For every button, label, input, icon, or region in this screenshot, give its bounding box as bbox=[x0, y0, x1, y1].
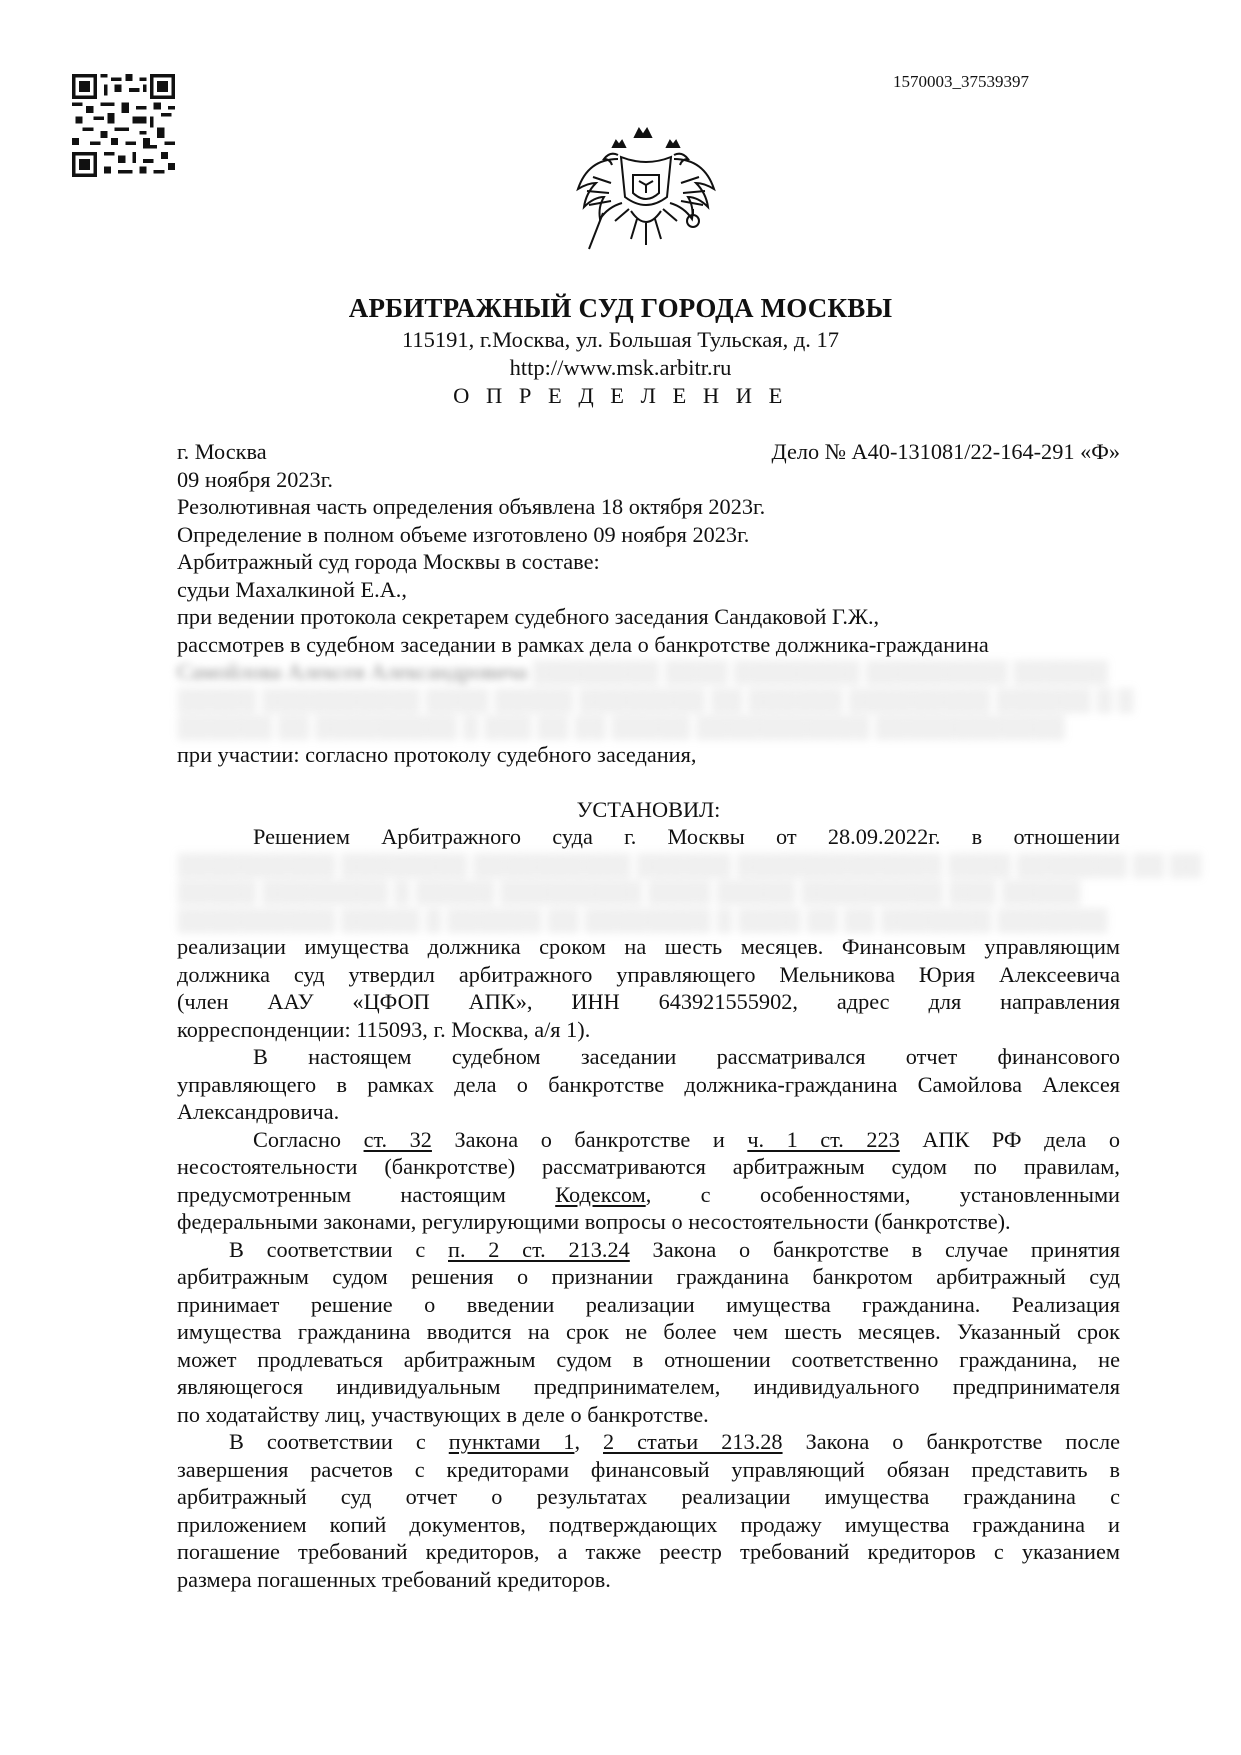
law-link[interactable]: п. 2 ст. 213.24 bbox=[448, 1236, 630, 1262]
paragraph-line: принимает решение о введении реализации имущества гражданина. Реализация bbox=[177, 1291, 1120, 1317]
court-address: 115191, г.Москва, ул. Большая Тульская, д. 17 bbox=[401, 327, 840, 352]
redacted-block: ░░░░░░░░░░ ░░░░░ ░ ░░░░░░ ░░ ░░░░░░░░ ░ ░░░░ ░░ ░░ ░░░░░░░ ░░░░░░░ bbox=[177, 906, 1108, 932]
paragraph-line: имущества гражданина вводится на срок не более чем шесть месяцев. Указанный срок bbox=[177, 1319, 1120, 1344]
established-heading: УСТАНОВИЛ: bbox=[576, 796, 721, 822]
redacted-block: ░░░░░ ░░░░░░░░ ░ ░░░░░ ░░░░░░░░░ ░░░░ ░░░░░ ░░░░░░░░░ ░░░ ░░░░░ bbox=[177, 879, 1081, 904]
paragraph-line: должника суд утвердил арбитражного управляющего Мельникова Юрия Алексеевича bbox=[177, 961, 1120, 987]
paragraph-line: Александровича. bbox=[177, 1099, 340, 1124]
secretary-line: при ведении протокола секретарем судебного заседания Сандаковой Г.Ж., bbox=[177, 604, 880, 629]
paragraph-line: В настоящем судебном заседании рассматривался отчет финансового bbox=[253, 1044, 1120, 1069]
paragraph-line: предусмотренным настоящим Кодексом, с особенностями, установленными bbox=[177, 1181, 1120, 1207]
city: г. Москва bbox=[177, 439, 267, 464]
case-number: Дело № А40-131081/22-164-291 «Ф» bbox=[771, 439, 1120, 464]
paragraph-line: корреспонденции: 115093, г. Москва, а/я 1). bbox=[177, 1016, 591, 1042]
decision-date: 09 ноября 2023г. bbox=[177, 466, 333, 492]
paragraph-line: арбитражный суд отчет о результатах реализации имущества гражданина с bbox=[177, 1484, 1120, 1509]
code-link[interactable]: Кодексом bbox=[555, 1181, 646, 1207]
paragraph-line: В соответствии с пунктами 1, 2 статьи 213.28 Закона о банкротстве после bbox=[229, 1429, 1120, 1454]
paragraph-line: В соответствии с п. 2 ст. 213.24 Закона о банкротстве в случае принятия bbox=[229, 1236, 1120, 1262]
document-id: 1570003_37539397 bbox=[893, 72, 1029, 91]
paragraph-line: погашение требований кредиторов, а также реестр требований кредиторов с указанием bbox=[177, 1539, 1120, 1564]
paragraph-line: управляющего в рамках дела о банкротстве должника-гражданина Самойлова Алексея bbox=[177, 1071, 1120, 1097]
redacted-block: Самойлова Алексея Александровича ░░░░░░░░ ░░░░ ░░░░░░░░ ░░░░░░░░░ ░░░░░░ bbox=[177, 659, 1108, 684]
meta-line: Определение в полном объеме изготовлено 09 ноября 2023г. bbox=[177, 521, 750, 547]
law-link[interactable]: пунктами 1 bbox=[448, 1429, 575, 1454]
court-name: АРБИТРАЖНЫЙ СУД ГОРОДА МОСКВЫ bbox=[348, 293, 893, 323]
city-case-line bbox=[177, 438, 1120, 466]
paragraph-line: (член ААУ «ЦФОП АПК», ИНН 643921555902, адрес для направления bbox=[177, 989, 1120, 1014]
meta-line: рассмотрев в судебном заседании в рамках дела о банкротстве должника-гражданина bbox=[177, 631, 989, 657]
law-link[interactable]: ч. 1 ст. 223 bbox=[747, 1126, 900, 1152]
meta-line: Арбитражный суд города Москвы в составе: bbox=[177, 549, 600, 574]
paragraph-line: являющегося индивидуальным предпринимателем, индивидуального предпринимателя bbox=[177, 1374, 1120, 1399]
law-link[interactable]: 2 статьи 213.28 bbox=[603, 1429, 783, 1454]
paragraph-line: реализации имущества должника сроком на шесть месяцев. Финансовым управляющим bbox=[177, 934, 1120, 959]
paragraph-line: может продлеваться арбитражным судом в отношении соответственно гражданина, не bbox=[177, 1346, 1120, 1372]
paragraph-line: завершения расчетов с кредиторами финансовый управляющий обязан представить в bbox=[177, 1456, 1120, 1482]
paragraph-line: несостоятельности (банкротстве) рассматриваются арбитражным судом по правилам, bbox=[177, 1154, 1120, 1179]
document-body bbox=[177, 438, 1202, 1593]
meta-line: Резолютивная часть определения объявлена 18 октября 2023г. bbox=[177, 494, 766, 519]
participation-line: при участии: согласно протоколу судебного заседания, bbox=[177, 741, 697, 767]
blank-line bbox=[177, 768, 1120, 796]
law-link[interactable]: ст. 32 bbox=[363, 1126, 432, 1152]
court-website: http://www.msk.arbitr.ru bbox=[509, 355, 732, 380]
qr-code-icon bbox=[72, 74, 175, 177]
document-type: О П Р Е Д Е Л Е Н И Е bbox=[453, 383, 788, 408]
paragraph-line: размера погашенных требований кредиторов. bbox=[177, 1566, 611, 1592]
redacted-block: ░░░░░ ░░░░░░░░░░ ░░░░ ░░░░░ ░░░░░░░░ ░░ ░░░░░░ ░░░░░░░░░ ░░░░░░ ░ ░ bbox=[177, 686, 1134, 712]
paragraph-line: Решением Арбитражного суда г. Москвы от 28.09.2022г. в отношении bbox=[253, 824, 1120, 849]
paragraph-line: федеральными законами, регулирующими вопросы о несостоятельности (банкротстве). bbox=[177, 1209, 1011, 1234]
redacted-block: ░░░░░░░░░░ ░░░░░░░░ ░░░░░░░░░░ ░░░░░░ ░░░░░░░░░░░░░ ░░░░ ░░░░░░░ ░░ ░░ bbox=[177, 851, 1202, 877]
judge-line: судьи Махалкиной Е.А., bbox=[177, 576, 407, 602]
paragraph-line: арбитражным судом решения о признании гражданина банкротом арбитражный суд bbox=[177, 1264, 1120, 1289]
coat-of-arms-emblem bbox=[573, 125, 719, 267]
paragraph-line: приложением копий документов, подтверждающих продажу имущества гражданина и bbox=[177, 1511, 1120, 1537]
paragraph-line: Согласно ст. 32 Закона о банкротстве и ч. 1 ст. 223 АПК РФ дела о bbox=[253, 1126, 1120, 1152]
redacted-block: ░░░░░░ ░░ ░░░░░░░░░ ░ ░░░ ░░ ░░ ░░░░░ ░░░░░░░░░░░ ░░░░░░░░░░░░ bbox=[177, 714, 1065, 739]
paragraph-line: по ходатайству лиц, участвующих в деле о банкротстве. bbox=[177, 1401, 709, 1427]
